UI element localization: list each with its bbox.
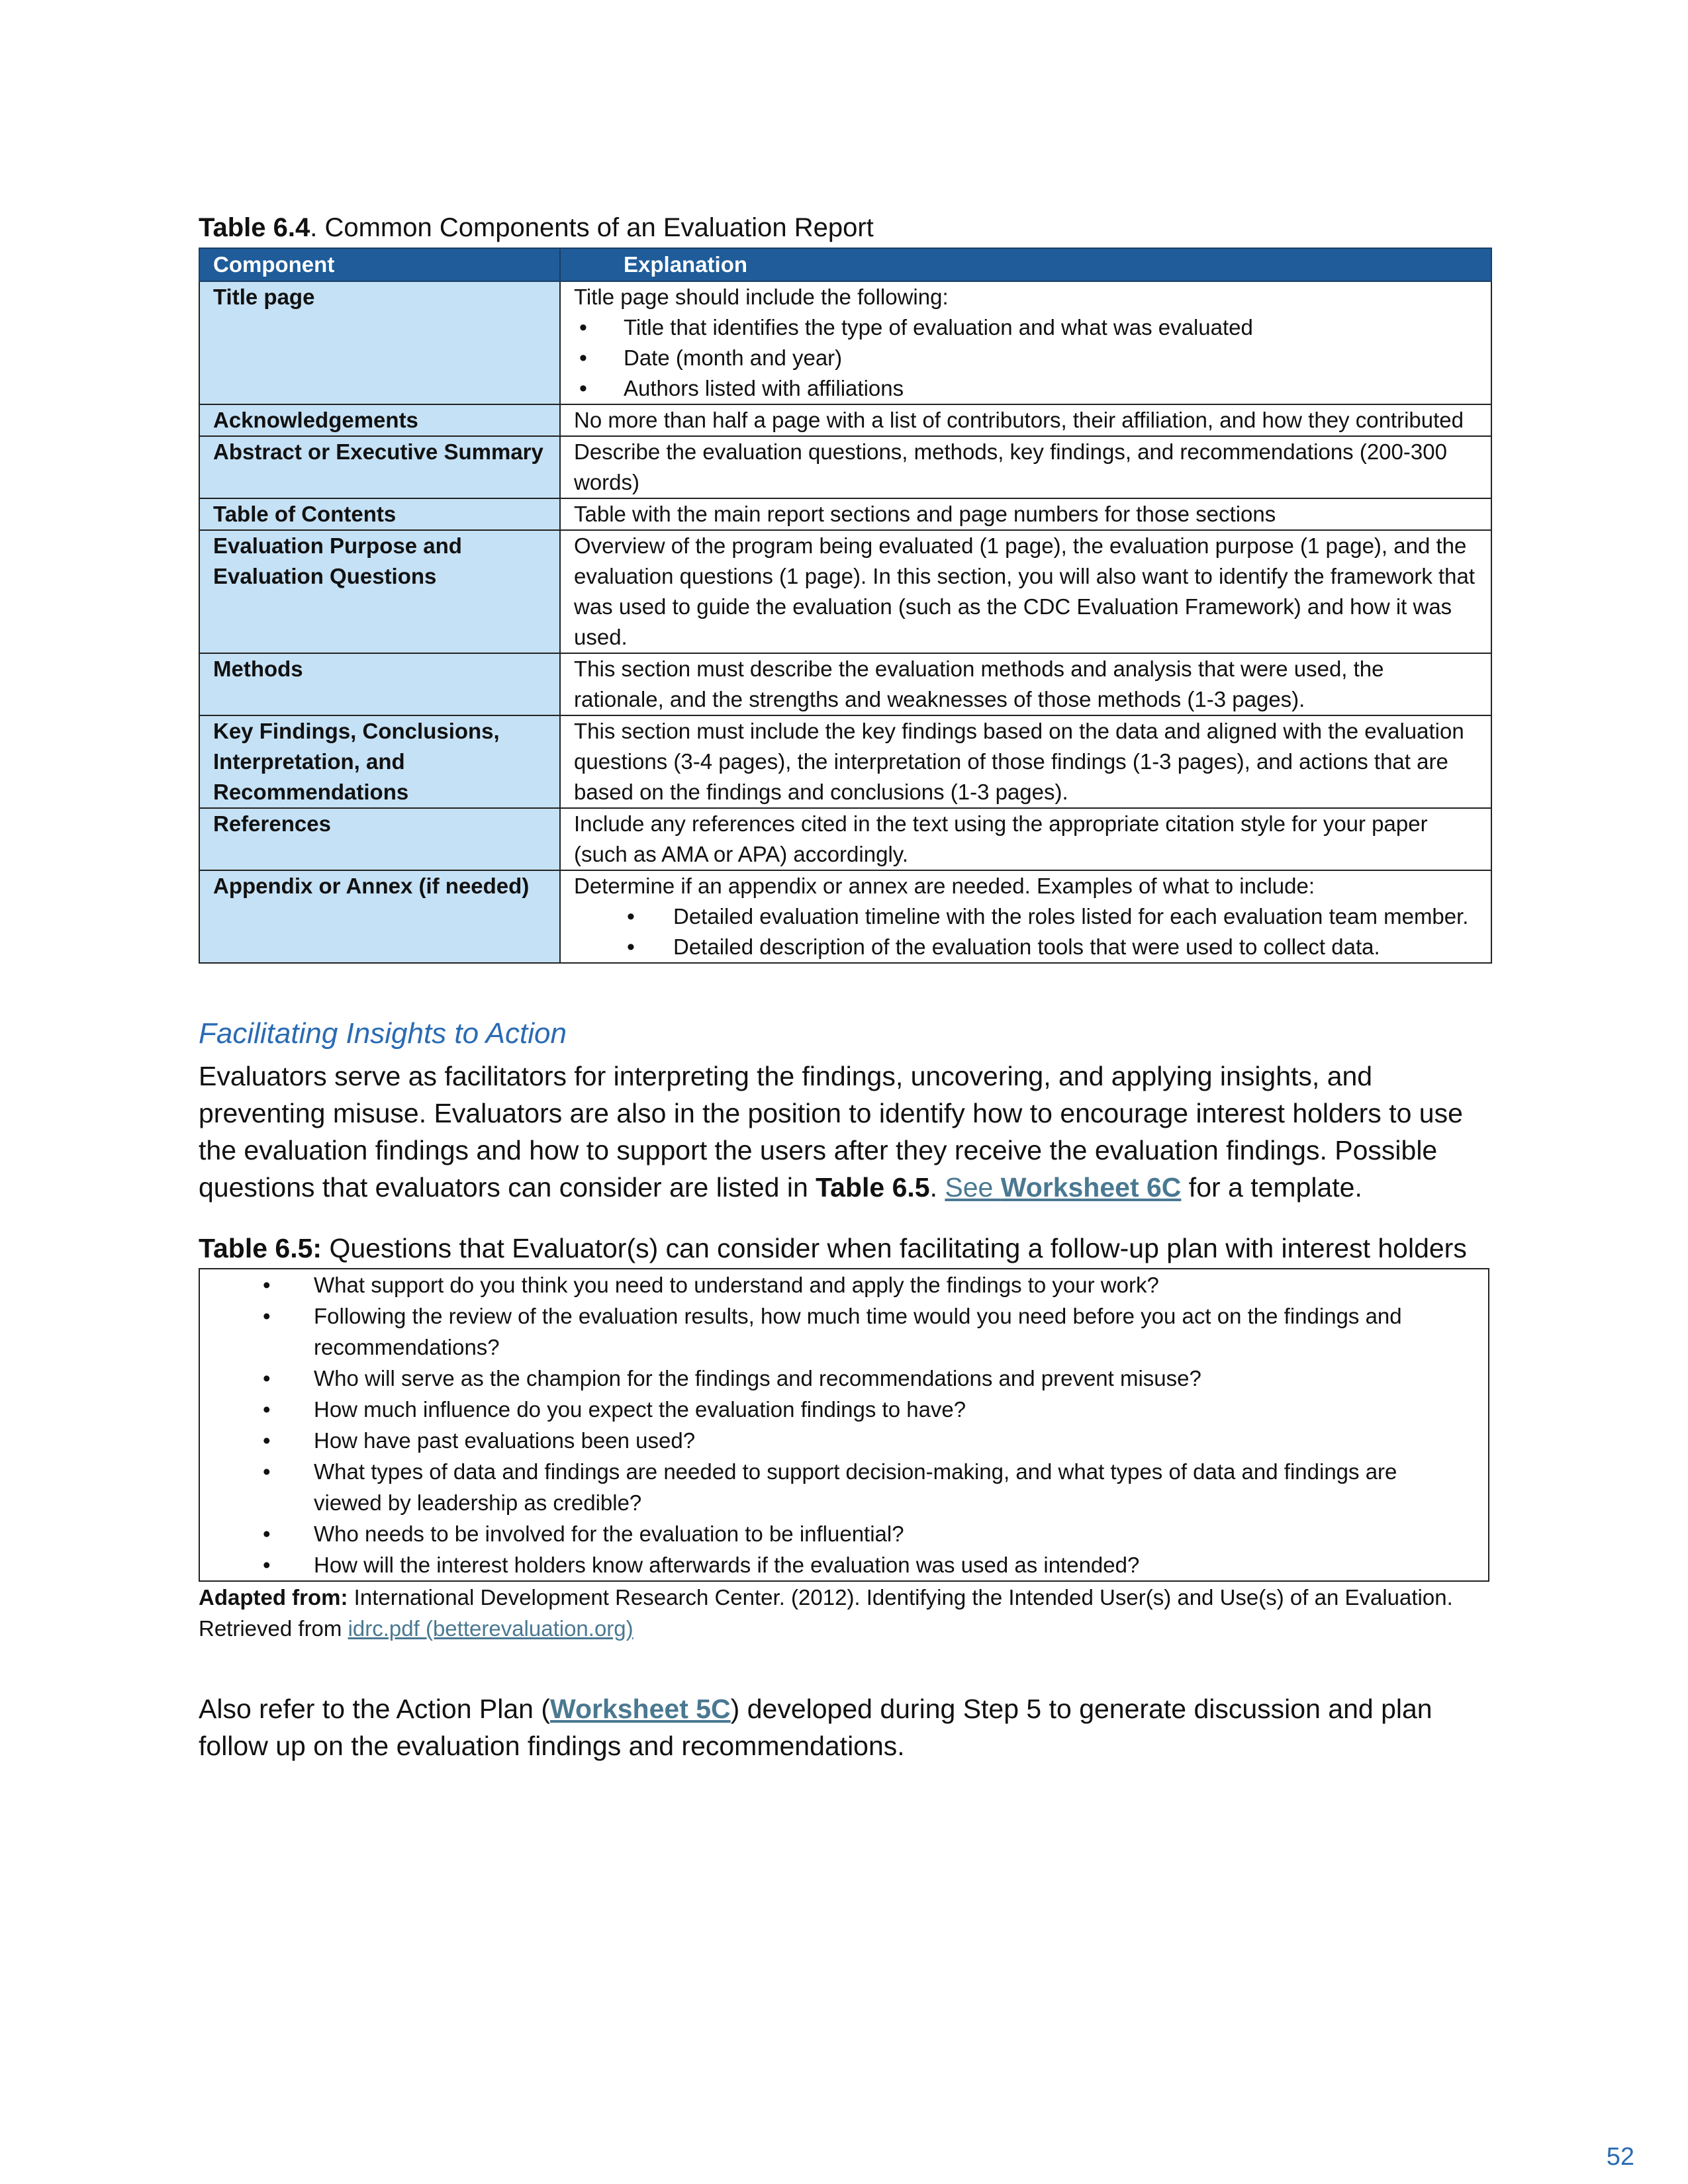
source-label: Adapted from: bbox=[199, 1585, 348, 1610]
table-row bbox=[199, 870, 1491, 963]
table-title: . Common Components of an Evaluation Report bbox=[310, 213, 874, 242]
worksheet-5c-link[interactable] bbox=[550, 1694, 731, 1724]
explanation-cell: Table with the main report sections and page numbers for those sections bbox=[560, 498, 1491, 530]
component-cell: Appendix or Annex (if needed) bbox=[199, 870, 560, 963]
question-list bbox=[200, 1269, 1488, 1580]
table-row bbox=[199, 436, 1491, 498]
link-text: See bbox=[945, 1172, 1001, 1203]
source-note bbox=[199, 1582, 1496, 1644]
list-item: • Authors listed with affiliations bbox=[574, 373, 1477, 404]
list-item: • What types of data and findings are needed to support decision-making, and what types of data and findings are viewed by leadership as credible? bbox=[200, 1456, 1488, 1518]
link-text-bold: Worksheet 5C bbox=[550, 1694, 731, 1724]
paragraph-text: Also refer to the Action Plan ( bbox=[199, 1694, 550, 1724]
list-item: • Detailed description of the evaluation tools that were used to collect data. bbox=[574, 932, 1477, 962]
list-item: • How much influence do you expect the evaluation findings to have? bbox=[200, 1394, 1488, 1425]
table-reference: Table 6.5 bbox=[816, 1172, 930, 1203]
paragraph-text: ) developed during Step 5 to generate discussion and plan follow up on the evaluation findings and recommendations. bbox=[199, 1694, 1432, 1761]
table-6-4-caption bbox=[199, 210, 1489, 245]
column-header-explanation: Explanation bbox=[560, 248, 1491, 281]
paragraph-text: for a template. bbox=[1181, 1172, 1362, 1203]
list-item: • Who needs to be involved for the evaluation to be influential? bbox=[200, 1518, 1488, 1549]
explanation-intro: Determine if an appendix or annex are needed. Examples of what to include: bbox=[574, 874, 1315, 898]
table-row bbox=[199, 530, 1491, 653]
component-cell: Evaluation Purpose and Evaluation Questions bbox=[199, 530, 560, 653]
bullet-list bbox=[574, 901, 1477, 962]
component-cell: Key Findings, Conclusions, Interpretation, and Recommendations bbox=[199, 715, 560, 808]
table-row bbox=[199, 404, 1491, 436]
list-item: • How will the interest holders know afterwards if the evaluation was used as intended? bbox=[200, 1549, 1488, 1580]
list-item: • Title that identifies the type of evaluation and what was evaluated bbox=[574, 312, 1477, 343]
explanation-cell: This section must include the key findings based on the data and aligned with the evaluation questions (3-4 pages), the interpretation of those findings (1-3 pages), and actions that are based on the findings and conclusions (1-3 pages). bbox=[560, 715, 1491, 808]
table-row bbox=[199, 281, 1491, 404]
explanation-cell bbox=[560, 870, 1491, 963]
component-cell: Methods bbox=[199, 653, 560, 715]
worksheet-6c-link[interactable] bbox=[945, 1172, 1181, 1203]
table-6-5-caption bbox=[199, 1230, 1496, 1267]
explanation-cell: Overview of the program being evaluated (1 page), the evaluation purpose (1 page), and the evaluation questions (1 page). In this section, you will also want to identify the framework that was used to guide the evaluation (such as the CDC Evaluation Framework) and how it was used. bbox=[560, 530, 1491, 653]
paragraph-text: . bbox=[929, 1172, 945, 1203]
explanation-cell: Describe the evaluation questions, methods, key findings, and recommendations (200-300 words) bbox=[560, 436, 1491, 498]
list-item: • Date (month and year) bbox=[574, 343, 1477, 373]
section-paragraph bbox=[199, 1058, 1496, 1206]
list-item: • Who will serve as the champion for the findings and recommendations and prevent misuse? bbox=[200, 1363, 1488, 1394]
page-number: 52 bbox=[1606, 2143, 1634, 2171]
table-label: Table 6.5: bbox=[199, 1233, 322, 1263]
column-header-component: Component bbox=[199, 248, 560, 281]
list-item: • What support do you think you need to understand and apply the findings to your work? bbox=[200, 1269, 1488, 1300]
link-text-bold: Worksheet 6C bbox=[1000, 1172, 1182, 1203]
table-row bbox=[199, 653, 1491, 715]
evaluation-report-components-table bbox=[199, 248, 1492, 964]
component-cell: Title page bbox=[199, 281, 560, 404]
source-link[interactable]: idrc.pdf (betterevaluation.org) bbox=[348, 1616, 633, 1641]
table-row bbox=[199, 808, 1491, 870]
list-item: • Following the review of the evaluation results, how much time would you need before you act on the findings and recommendations? bbox=[200, 1300, 1488, 1363]
list-item: • Detailed evaluation timeline with the roles listed for each evaluation team member. bbox=[574, 901, 1477, 932]
table-label: Table 6.4 bbox=[199, 213, 310, 242]
component-cell: Abstract or Executive Summary bbox=[199, 436, 560, 498]
follow-up-questions-box bbox=[199, 1268, 1489, 1582]
bullet-list bbox=[574, 312, 1477, 404]
table-title: Questions that Evaluator(s) can consider when facilitating a follow-up plan with interest holders bbox=[322, 1233, 1467, 1263]
closing-paragraph bbox=[199, 1690, 1496, 1764]
explanation-cell bbox=[560, 281, 1491, 404]
table-row bbox=[199, 715, 1491, 808]
table-header-row bbox=[199, 248, 1491, 281]
section-heading: Facilitating Insights to Action bbox=[199, 1017, 567, 1050]
paragraph-text: Evaluators serve as facilitators for interpreting the findings, uncovering, and applying insights, and preventing misuse. Evaluators are also in the position to identify how to encourage interest holders to use the evaluation findings and how to support the users after they receive the evaluation findings. Possible questions that evaluators can consider are listed in bbox=[199, 1061, 1463, 1203]
table-row bbox=[199, 498, 1491, 530]
explanation-cell: No more than half a page with a list of contributors, their affiliation, and how they contributed bbox=[560, 404, 1491, 436]
component-cell: Acknowledgements bbox=[199, 404, 560, 436]
explanation-cell: Include any references cited in the text using the appropriate citation style for your paper (such as AMA or APA) accordingly. bbox=[560, 808, 1491, 870]
page-content bbox=[199, 210, 1489, 1764]
explanation-cell: This section must describe the evaluation methods and analysis that were used, the rationale, and the strengths and weaknesses of those methods (1-3 pages). bbox=[560, 653, 1491, 715]
list-item: • How have past evaluations been used? bbox=[200, 1425, 1488, 1456]
explanation-intro: Title page should include the following: bbox=[574, 285, 949, 309]
source-text: International Development Research Center. (2012). Identifying the Intended User(s) and Use(s) of an Evaluation. Retrieved from bbox=[199, 1585, 1453, 1641]
component-cell: References bbox=[199, 808, 560, 870]
component-cell: Table of Contents bbox=[199, 498, 560, 530]
